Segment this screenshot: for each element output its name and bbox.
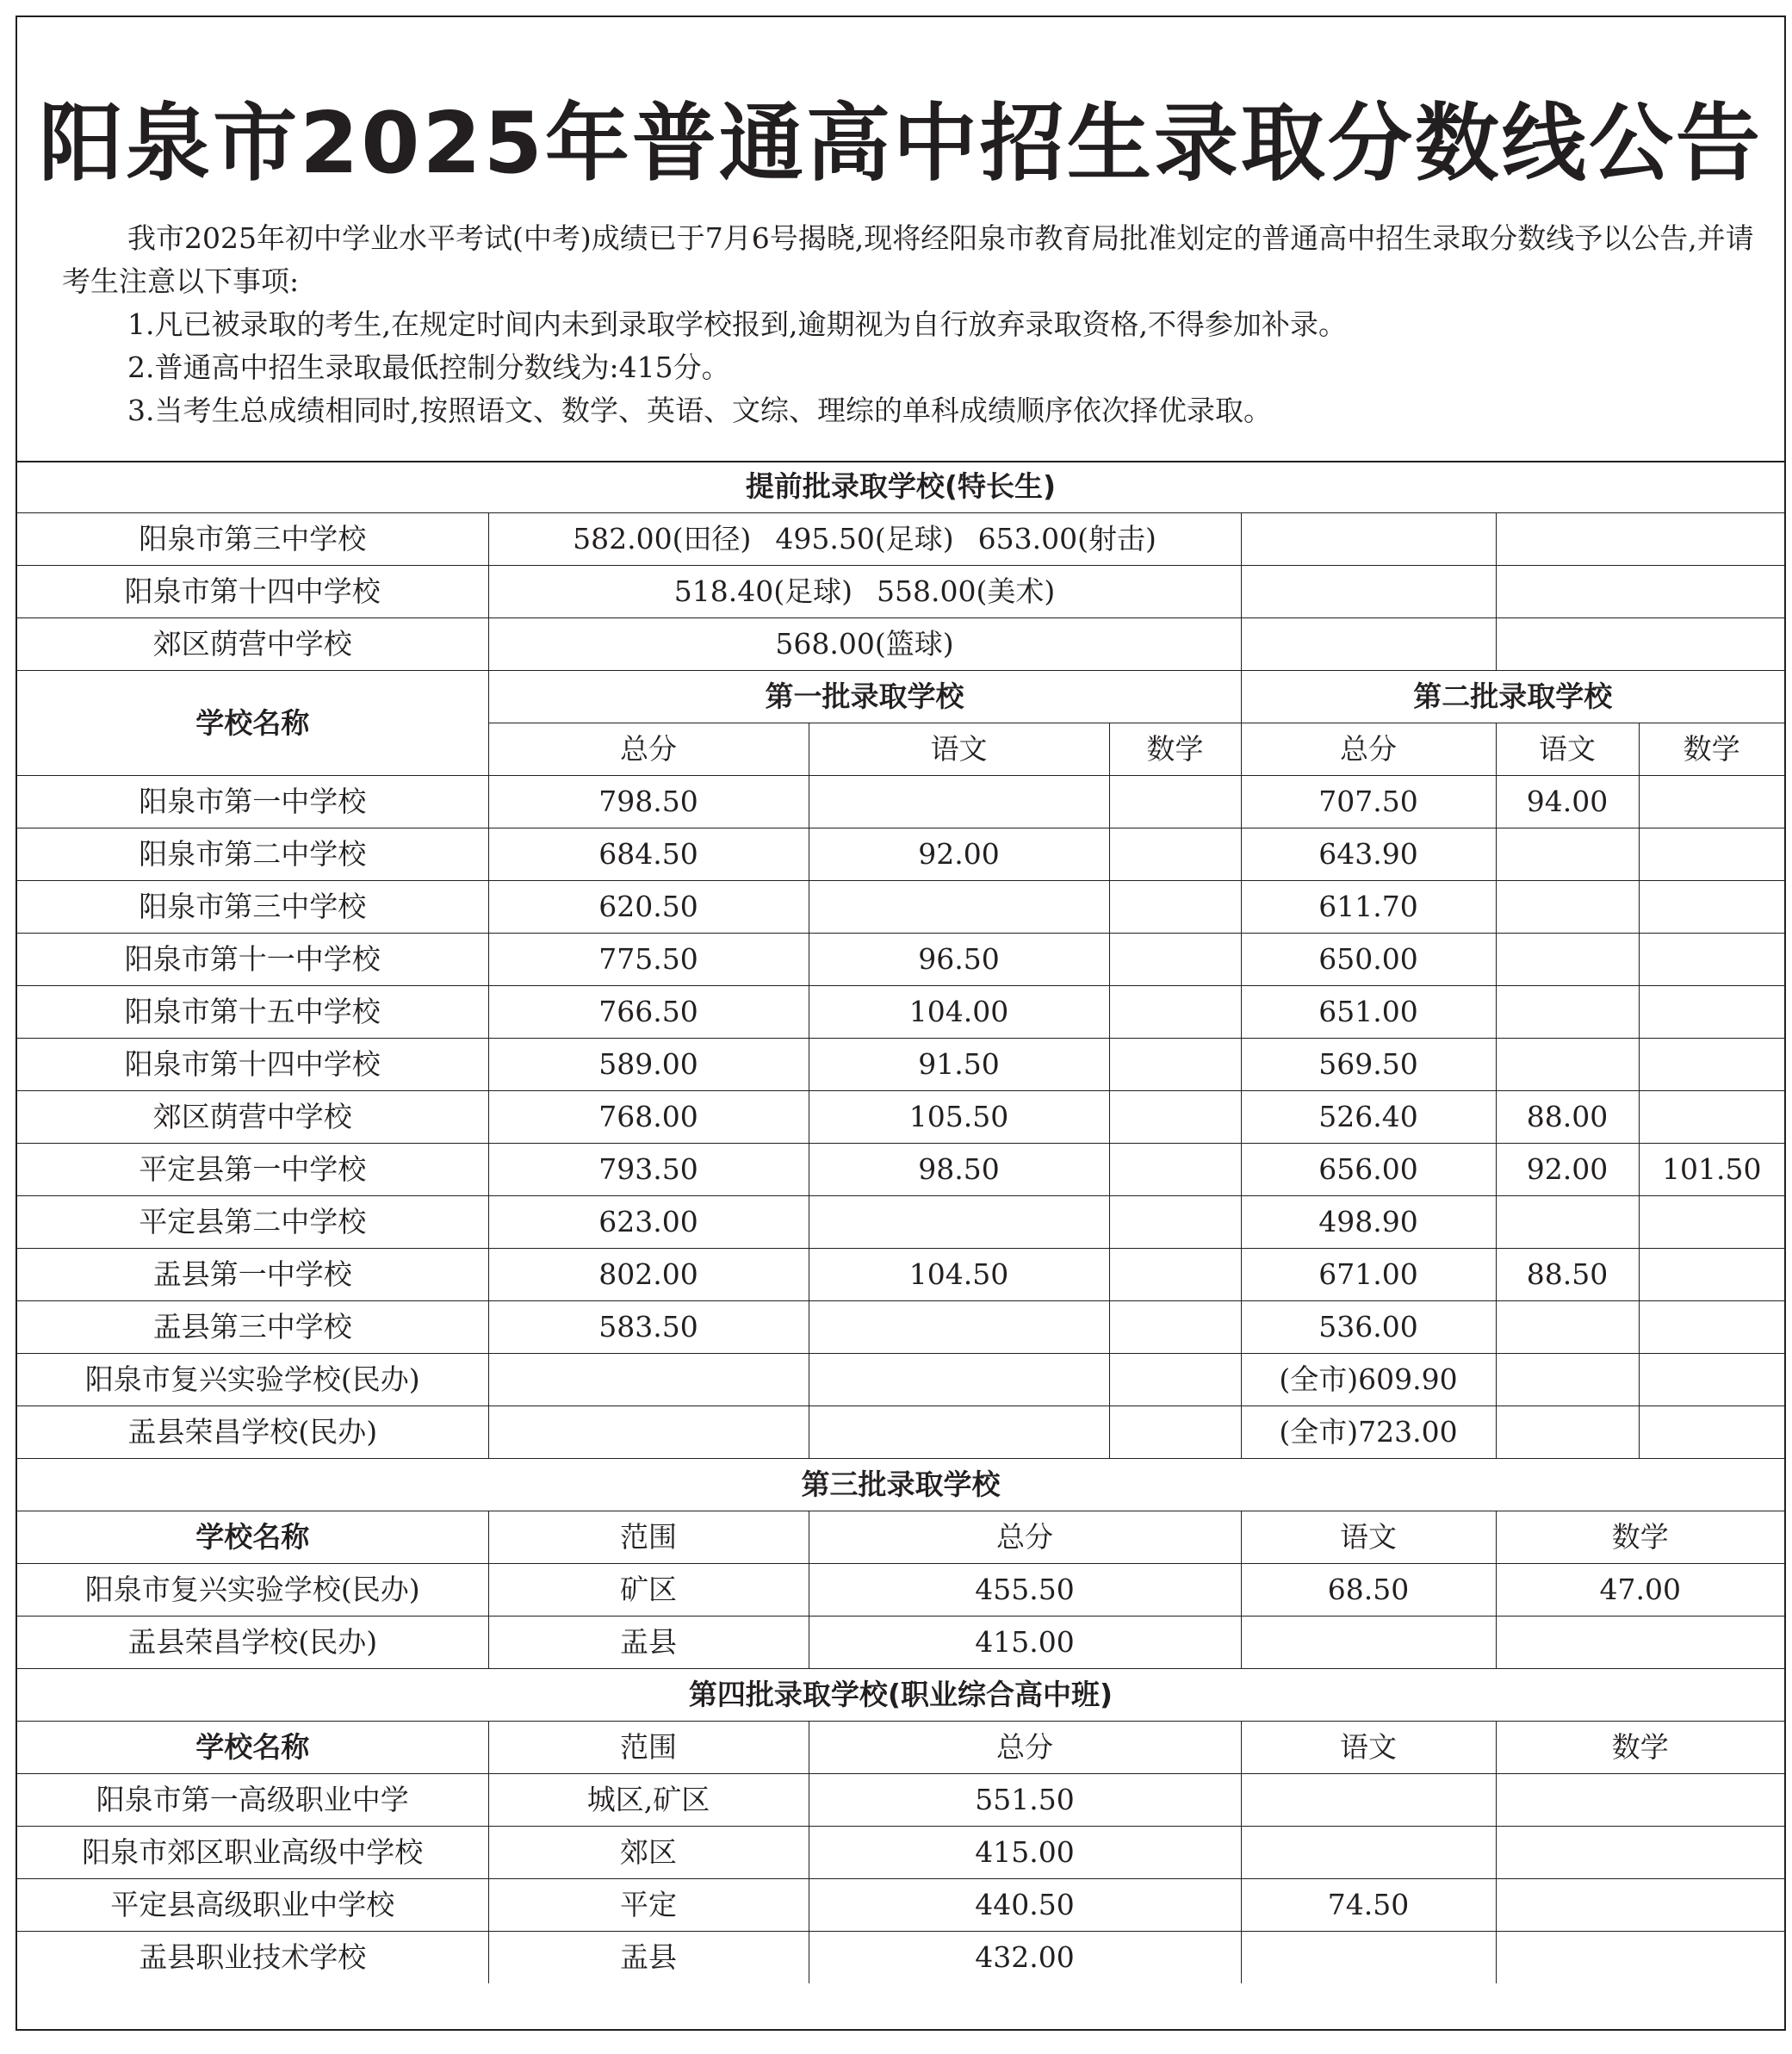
score-cell: 88.00 [1496,1091,1639,1144]
table-row [17,1039,1784,1091]
school-name: 平定县第二中学校 [17,1196,488,1249]
score-cell: 536.00 [1241,1301,1496,1354]
batch2-title: 第二批录取学校 [1241,671,1784,723]
range-cell: 盂县 [488,1932,809,1984]
score-cell: 623.00 [488,1196,809,1249]
score-cell [1639,1091,1784,1144]
score-cell: 650.00 [1241,934,1496,986]
column-header: 数学 [1109,723,1241,776]
table-row [17,1564,1784,1617]
column-header: 数学 [1496,1511,1784,1564]
school-name: 阳泉市复兴实验学校(民办) [17,1564,488,1617]
school-name: 郊区荫营中学校 [17,1091,488,1144]
score-cell [1109,881,1241,934]
score-cell: 671.00 [1241,1249,1496,1301]
school-name: 阳泉市第二中学校 [17,828,488,881]
section-row-batch4 [17,1669,1784,1722]
notice-item: 3.当考生总成绩相同时,按照语文、数学、英语、文综、理综的单科成绩顺序依次择优录取。 [127,394,1272,427]
school-name: 盂县第三中学校 [17,1301,488,1354]
score-cell [809,1406,1109,1459]
column-header: 语文 [1241,1511,1496,1564]
range-cell: 平定 [488,1879,809,1932]
score-cell [1496,1196,1639,1249]
score-cell: 68.50 [1241,1564,1496,1617]
section-row-early [17,461,1784,513]
column-header-school: 学校名称 [17,1722,488,1774]
header-row [17,1722,1784,1774]
range-cell: 盂县 [488,1617,809,1669]
school-name: 阳泉市第三中学校 [17,881,488,934]
score-cell [1109,776,1241,828]
announcement-header [17,17,1784,462]
score-cell [1241,1932,1496,1984]
school-name: 平定县第一中学校 [17,1144,488,1196]
score-cell: 105.50 [809,1091,1109,1144]
school-name: 阳泉市第一高级职业中学 [17,1774,488,1827]
header-row [17,1511,1784,1564]
score-cell: 455.50 [809,1564,1241,1617]
score-cell [1241,1774,1496,1827]
score-cell: 766.50 [488,986,809,1039]
table-row [17,1091,1784,1144]
score-cell [1639,986,1784,1039]
table-row [17,1774,1784,1827]
score-cell [1639,1406,1784,1459]
score-cell [1496,934,1639,986]
notice-intro: 我市2025年初中学业水平考试(中考)成绩已于7月6号揭晓,现将经阳泉市教育局批准划定的普通高中招生录取分数线予以公告,并请考生注意以下事项: [62,221,1754,298]
score-cell: 653.00(射击) [977,522,1156,555]
score-cell [1241,1827,1496,1879]
score-cell [1496,1774,1784,1827]
score-cell [1109,986,1241,1039]
announcement-frame [16,16,1786,2031]
school-name: 平定县高级职业中学校 [17,1879,488,1932]
table-row [17,1354,1784,1406]
column-header: 范围 [488,1511,809,1564]
score-cell: 88.50 [1496,1249,1639,1301]
score-cell [1496,881,1639,934]
score-cell: 98.50 [809,1144,1109,1196]
school-name: 盂县荣昌学校(民办) [17,1617,488,1669]
section-title-early: 提前批录取学校(特长生) [17,461,1784,513]
score-cell: 101.50 [1639,1144,1784,1196]
score-cell [1109,934,1241,986]
column-header: 总分 [1241,723,1496,776]
score-cell: 775.50 [488,934,809,986]
score-cell [1639,1039,1784,1091]
score-cell: 92.00 [1496,1144,1639,1196]
score-cell [1496,1301,1639,1354]
score-cell: 96.50 [809,934,1109,986]
school-name: 阳泉市第十四中学校 [17,566,488,618]
score-cell: 684.50 [488,828,809,881]
score-cell [1639,934,1784,986]
score-cell: 768.00 [488,1091,809,1144]
score-cell [1496,1354,1639,1406]
notice-item: 2.普通高中招生录取最低控制分数线为:415分。 [127,351,730,384]
score-cell: 707.50 [1241,776,1496,828]
batch1-title: 第一批录取学校 [488,671,1241,723]
score-cell: 802.00 [488,1249,809,1301]
score-cell: 74.50 [1241,1879,1496,1932]
table-row [17,1617,1784,1669]
school-name: 阳泉市复兴实验学校(民办) [17,1354,488,1406]
score-cell: 643.90 [1241,828,1496,881]
score-cell: (全市)723.00 [1241,1406,1496,1459]
table-row [17,986,1784,1039]
score-cell: 415.00 [809,1617,1241,1669]
score-cell [1639,1249,1784,1301]
score-cell [1639,1196,1784,1249]
score-cell [1109,1249,1241,1301]
column-header-school: 学校名称 [17,1511,488,1564]
notice-item: 1.凡已被录取的考生,在规定时间内未到录取学校报到,逾期视为自行放弃录取资格,不得参加补录。 [127,307,1347,341]
table-row [17,881,1784,934]
special-scores [488,513,1241,566]
column-header: 语文 [809,723,1109,776]
range-cell: 矿区 [488,1564,809,1617]
score-cell [1109,1091,1241,1144]
school-name: 盂县职业技术学校 [17,1932,488,1984]
score-cell [1109,1144,1241,1196]
table-row [17,934,1784,986]
score-cell: 440.50 [809,1879,1241,1932]
score-cell [1639,881,1784,934]
score-cell [1496,1039,1639,1091]
score-cell [1241,1617,1496,1669]
table-row [17,513,1784,566]
score-cell: 568.00(篮球) [775,627,954,661]
school-name: 盂县荣昌学校(民办) [17,1406,488,1459]
table-row [17,1144,1784,1196]
score-cell: 551.50 [809,1774,1241,1827]
section-title-batch3: 第三批录取学校 [17,1459,1784,1511]
batch-header-row [17,671,1784,723]
table-row [17,1827,1784,1879]
score-cell: 620.50 [488,881,809,934]
score-cell [1639,828,1784,881]
score-cell [1496,828,1639,881]
table-row [17,828,1784,881]
score-cell [809,881,1109,934]
column-header: 总分 [809,1511,1241,1564]
table-row [17,1249,1784,1301]
score-cell [809,1354,1109,1406]
section-title-batch4: 第四批录取学校(职业综合高中班) [17,1669,1784,1722]
score-cell: (全市)609.90 [1241,1354,1496,1406]
score-table [17,461,1784,1983]
column-header: 数学 [1496,1722,1784,1774]
score-cell: 104.00 [809,986,1109,1039]
score-cell: 656.00 [1241,1144,1496,1196]
school-name: 郊区荫营中学校 [17,618,488,671]
score-cell: 583.50 [488,1301,809,1354]
score-cell [809,1196,1109,1249]
special-scores [488,618,1241,671]
score-cell [1109,1406,1241,1459]
score-cell: 569.50 [1241,1039,1496,1091]
school-name: 阳泉市第十五中学校 [17,986,488,1039]
page-title: 阳泉市2025年普通高中招生录取分数线公告 [39,95,1763,193]
score-cell [1496,986,1639,1039]
table-row [17,1932,1784,1984]
score-cell: 432.00 [809,1932,1241,1984]
score-cell: 91.50 [809,1039,1109,1091]
table-row [17,776,1784,828]
column-header: 数学 [1639,723,1784,776]
column-header: 总分 [809,1722,1241,1774]
score-cell [1639,1354,1784,1406]
table-row [17,1301,1784,1354]
range-cell: 郊区 [488,1827,809,1879]
score-cell [1639,776,1784,828]
column-header: 语文 [1496,723,1639,776]
score-cell [1109,1354,1241,1406]
score-cell [809,1301,1109,1354]
score-cell: 495.50(足球) [775,522,954,555]
table-row [17,1879,1784,1932]
score-cell [1496,1879,1784,1932]
column-header-school: 学校名称 [17,671,488,776]
school-name: 阳泉市第十四中学校 [17,1039,488,1091]
table-row [17,1406,1784,1459]
score-cell: 518.40(足球) [673,574,853,608]
score-cell: 94.00 [1496,776,1639,828]
special-scores [488,566,1241,618]
score-cell: 526.40 [1241,1091,1496,1144]
score-cell [809,776,1109,828]
score-cell [1496,1406,1639,1459]
table-row [17,618,1784,671]
table-row [17,1196,1784,1249]
score-cell: 651.00 [1241,986,1496,1039]
section-row-batch3 [17,1459,1784,1511]
notice-text [62,217,1767,432]
score-cell [1496,1827,1784,1879]
school-name: 盂县第一中学校 [17,1249,488,1301]
score-cell [488,1406,809,1459]
school-name: 阳泉市第一中学校 [17,776,488,828]
score-cell [1639,1301,1784,1354]
score-cell: 415.00 [809,1827,1241,1879]
score-cell: 798.50 [488,776,809,828]
range-cell: 城区,矿区 [488,1774,809,1827]
score-cell [488,1354,809,1406]
score-cell [1109,1039,1241,1091]
score-cell: 92.00 [809,828,1109,881]
score-cell [1496,1617,1784,1669]
school-name: 阳泉市郊区职业高级中学校 [17,1827,488,1879]
table-row [17,566,1784,618]
score-cell [1496,1932,1784,1984]
score-cell: 611.70 [1241,881,1496,934]
score-cell: 104.50 [809,1249,1109,1301]
score-cell [1109,1196,1241,1249]
score-cell: 582.00(田径) [573,522,752,555]
school-name: 阳泉市第十一中学校 [17,934,488,986]
score-cell: 498.90 [1241,1196,1496,1249]
score-cell [1109,1301,1241,1354]
score-cell: 793.50 [488,1144,809,1196]
score-cell: 589.00 [488,1039,809,1091]
score-cell: 558.00(美术) [877,574,1056,608]
score-cell: 47.00 [1496,1564,1784,1617]
column-header: 总分 [488,723,809,776]
column-header: 范围 [488,1722,809,1774]
column-header: 语文 [1241,1722,1496,1774]
school-name: 阳泉市第三中学校 [17,513,488,566]
score-cell [1109,828,1241,881]
